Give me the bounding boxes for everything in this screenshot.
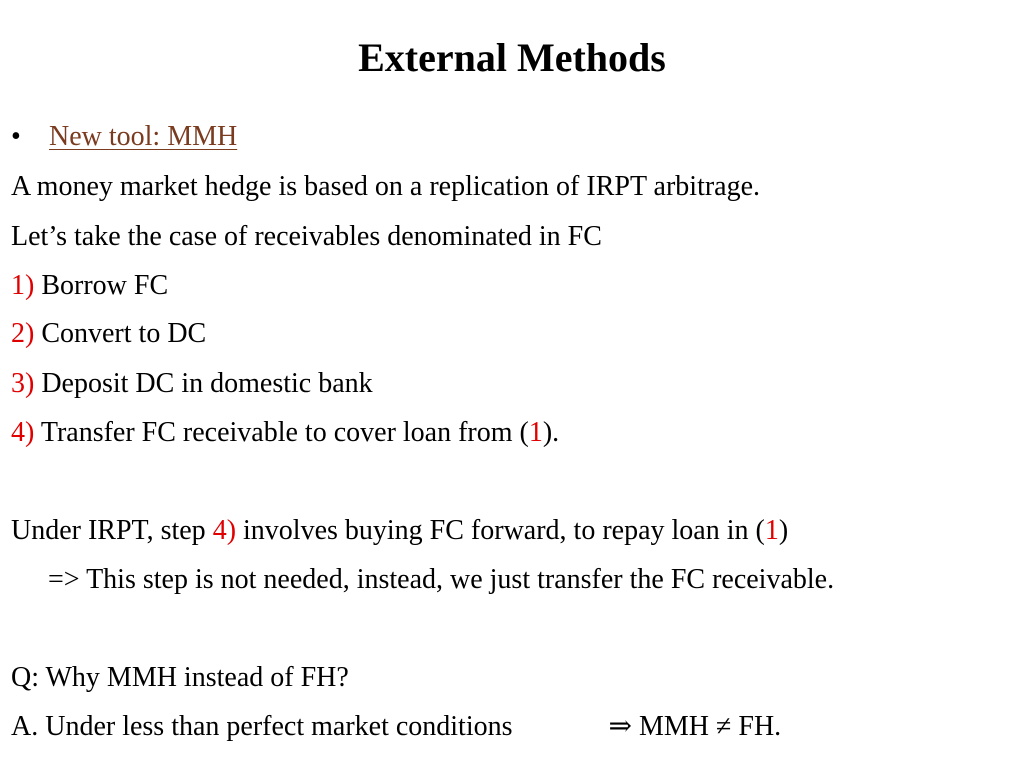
step-text: Borrow FC (34, 270, 169, 301)
step-number: 3) (11, 368, 35, 399)
irpt-reference: 1 (764, 515, 779, 546)
step-number: 1) (11, 270, 35, 301)
step-text: Deposit DC in domestic bank (34, 368, 373, 399)
slide-title: External Methods (358, 35, 666, 80)
irpt-tail: ) (778, 515, 789, 546)
step-reference: 1 (528, 417, 543, 448)
irpt-note: => This step is not needed, instead, we just transfer the FC receivable. (48, 564, 835, 595)
step-1 (11, 268, 168, 304)
irpt-middle: involves buying FC forward, to repay loan in ( (236, 515, 765, 546)
step-3 (11, 366, 373, 402)
new-tool-link[interactable]: New tool: MMH (49, 121, 238, 152)
step-tail: ). (542, 417, 560, 448)
answer-line (11, 709, 781, 745)
irpt-line (11, 513, 788, 549)
intro-line-1: A money market hedge is based on a replication of IRPT arbitrage. (11, 171, 761, 202)
irpt-step: 4) (212, 515, 237, 546)
step-4 (11, 415, 559, 451)
irpt-prefix: Under IRPT, step (11, 515, 213, 546)
bullet-icon: • (11, 121, 21, 152)
answer-conclusion: MMH ≠ FH. (631, 711, 782, 742)
step-2 (11, 316, 206, 352)
step-text: Transfer FC receivable to cover loan from ( (34, 417, 529, 448)
bullet-item (11, 119, 237, 155)
answer-text: A. Under less than perfect market conditions (11, 711, 513, 742)
step-text: Convert to DC (34, 318, 207, 349)
step-number: 2) (11, 318, 35, 349)
implies-icon: ⇒ (608, 711, 632, 742)
question-line: Q: Why MMH instead of FH? (11, 662, 349, 693)
intro-line-2: Let’s take the case of receivables denominated in FC (11, 221, 602, 252)
step-number: 4) (11, 417, 35, 448)
